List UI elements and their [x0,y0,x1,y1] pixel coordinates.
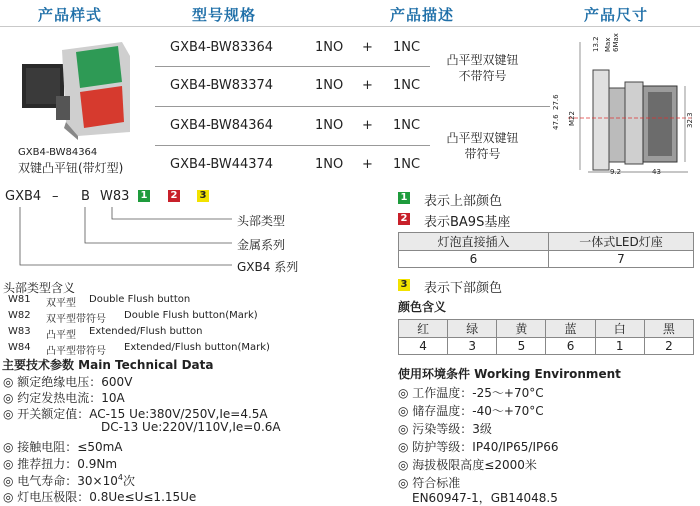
tech-item-5: ◎ 推荐扭力：0.9Nm [3,457,118,471]
color-name-yellow: 黄 [497,320,546,338]
color-table [398,319,694,355]
head-type-cn-2: 双平型带符号 [46,314,106,325]
tech-item-7: ◎ 灯电压极限：0.8Ue≤U≤1.15Ue [3,490,197,504]
head-type-code-2: W82 [8,310,31,321]
lamp-header-2: 一体式LED灯座 [549,233,694,251]
model-no-3: 1NO [315,118,344,133]
model-no-1: 1NO [315,40,344,55]
env-item-2: ◎ 储存温度：-40～+70°C [398,404,544,418]
header-model: 型号规格 [192,6,257,24]
dim-h: Max [604,37,612,52]
dimension-drawing [548,30,698,180]
model-no-4: 1NO [315,157,344,172]
model-nc-1: 1NC [393,40,421,55]
code-dash: – [52,189,59,204]
dim-i: 6Max [612,33,620,52]
model-nc-3: 1NC [393,118,421,133]
product-code: GXB4-BW84364 [18,147,98,158]
head-types-title: 头部类型含义 [3,281,76,295]
dim-e: 32.3 [686,112,694,128]
head-type-cn-1: 双平型 [46,298,76,309]
model-nc-2: 1NC [393,78,421,93]
code-square-2: 2 [168,190,180,202]
model-code-4: GXB4-BW44374 [170,157,274,172]
model-plus-3: + [362,118,373,133]
model-plus-1: + [362,40,373,55]
env-item-4: ◎ 防护等级：IP40/IP65/IP66 [398,440,559,454]
head-type-en-2: Double Flush button(Mark) [124,310,258,321]
model-plus-4: + [362,157,373,172]
legend-text-1: 表示上部颜色 [424,194,503,209]
head-type-cn-3: 凸平型 [46,330,76,341]
tech-title: 主要技术参数 Main Technical Data [2,358,214,372]
code-part-head: W83 [100,189,130,204]
code-label-series: GXB4 系列 [237,260,299,274]
legend-text-2: 表示BA9S基座 [424,215,511,230]
model-plus-2: + [362,78,373,93]
head-type-en-3: Extended/Flush button [89,326,203,337]
color-code-white: 1 [595,338,644,355]
description-1: 凸平型双键钮 不带符号 [446,53,519,83]
code-part-series: GXB4 [5,189,42,204]
color-code-red: 4 [399,338,448,355]
code-label-metal: 金属系列 [237,238,286,252]
dim-f: 9.2 [610,168,622,176]
header-desc: 产品描述 [390,6,455,24]
tech-item-3b: DC-13 Ue:220V/110V,Ie=0.6A [101,420,281,434]
model-code-3: GXB4-BW84364 [170,118,274,133]
dim-g: 43 [652,168,661,176]
env-item-6: ◎ 符合标准 [398,476,461,490]
color-name-black: 黑 [644,320,693,338]
tech-item-6 [3,472,135,489]
code-square-1: 1 [138,190,150,202]
model-nc-4: 1NC [393,157,421,172]
head-type-code-4: W84 [8,342,31,353]
color-title: 颜色含义 [398,300,447,314]
head-type-code-1: W81 [8,294,31,305]
env-title: 使用环境条件 Working Environment [398,367,621,381]
head-type-en-1: Double Flush button [89,294,191,305]
color-code-blue: 6 [546,338,595,355]
head-type-code-3: W83 [8,326,31,337]
color-code-green: 3 [448,338,497,355]
product-name: 双键凸平钮(带灯型) [18,161,124,175]
lamp-header-1: 灯泡直接插入 [399,233,549,251]
env-item-1: ◎ 工作温度：-25～+70°C [398,386,544,400]
color-code-black: 2 [644,338,693,355]
env-item-5: ◎ 海拔极限高度≤2000米 [398,458,537,472]
description-2: 凸平型双键钮 带符号 [446,131,519,161]
tech-item-6-exp: 4 [117,473,123,482]
dim-c: 27.6 [552,94,560,110]
legend-square-3: 3 [398,279,410,291]
env-item-3: ◎ 污染等级：3级 [398,422,492,436]
product-image [18,36,138,144]
lamp-value-2: 7 [549,251,694,268]
tech-item-6-base: ◎ 电气寿命：30×10 [3,474,118,488]
lamp-value-1: 6 [399,251,549,268]
legend-square-2: 2 [398,213,410,225]
model-code-1: GXB4-BW83364 [170,40,274,55]
code-label-head: 头部类型 [237,214,286,228]
color-name-blue: 蓝 [546,320,595,338]
model-code-2: GXB4-BW83374 [170,78,274,93]
legend-text-3: 表示下部颜色 [424,281,503,296]
code-part-metal: B [81,189,90,204]
header-size: 产品尺寸 [584,6,649,24]
env-item-7: EN60947-1，GB14048.5 [412,491,558,505]
tech-item-2: ◎ 约定发热电流：10A [3,391,125,405]
head-type-en-4: Extended/Flush button(Mark) [124,342,270,353]
header-style: 产品样式 [38,6,103,24]
code-square-3: 3 [197,190,209,202]
dim-b: 47.6 [552,114,560,130]
color-name-red: 红 [399,320,448,338]
tech-item-4: ◎ 接触电阻：≤50mA [3,440,123,454]
color-code-yellow: 5 [497,338,546,355]
head-type-cn-4: 凸平型带符号 [46,346,106,357]
color-name-green: 绿 [448,320,497,338]
tech-item-1: ◎ 额定绝缘电压：600V [3,375,133,389]
model-no-2: 1NO [315,78,344,93]
code-bracket-lines [0,205,240,275]
lamp-table [398,232,694,268]
color-name-white: 白 [595,320,644,338]
legend-square-1: 1 [398,192,410,204]
dim-d: M22 [568,111,576,126]
tech-item-3: ◎ 开关额定值：AC-15 Ue:380V/250V,Ie=4.5A [3,407,268,421]
dim-a: 13.2 [592,36,600,52]
tech-item-6-unit: 次 [122,474,135,488]
